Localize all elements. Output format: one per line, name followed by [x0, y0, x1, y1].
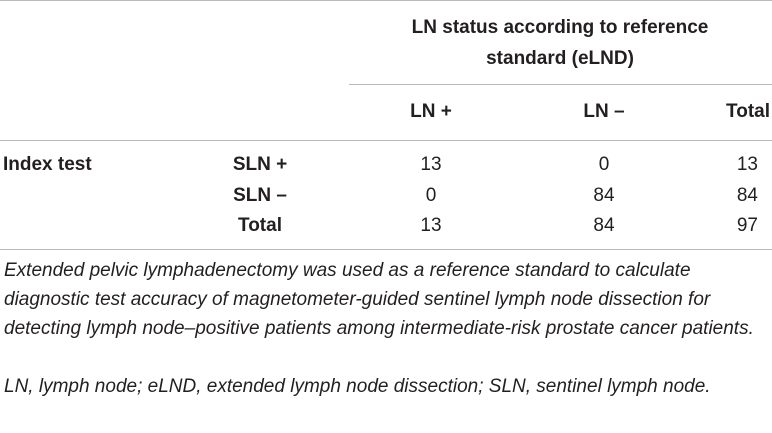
- cell-total: 97: [736, 215, 758, 236]
- cell-ln-positive: 13: [420, 215, 442, 236]
- table-top-rule: [0, 0, 772, 1]
- cell-ln-negative: 84: [593, 215, 615, 236]
- row-label: Total: [238, 215, 282, 236]
- row-label: SLN +: [232, 154, 288, 175]
- stub-label-index-test: Index test: [3, 154, 92, 175]
- group-header-line-1: LN status according to reference: [411, 17, 709, 38]
- group-header-rule: [349, 84, 772, 85]
- cell-ln-negative: 84: [593, 185, 615, 206]
- column-header-ln-negative: LN –: [583, 101, 625, 122]
- group-header-line-2: standard (eLND): [486, 48, 634, 69]
- table-bottom-rule: [0, 249, 772, 250]
- header-bottom-rule: [0, 140, 772, 141]
- table-footnote: Extended pelvic lymphadenectomy was used as a reference standard to calculate diagnostic test accuracy of magnetometer-guided sentinel lymph node dissection for detecting lymph node–positive patients among intermediate-risk prostate cancer patients.: [4, 260, 754, 339]
- cell-ln-positive: 0: [425, 185, 437, 206]
- column-header-ln-positive: LN +: [410, 101, 452, 122]
- cell-total: 13: [736, 154, 758, 175]
- cell-total: 84: [736, 185, 758, 206]
- column-header-total: Total: [726, 101, 770, 122]
- abbreviations-footnote: LN, lymph node; eLND, extended lymph node dissection; SLN, sentinel lymph node.: [4, 376, 711, 397]
- cell-ln-negative: 0: [598, 154, 610, 175]
- cell-ln-positive: 13: [420, 154, 442, 175]
- row-label: SLN –: [233, 185, 287, 206]
